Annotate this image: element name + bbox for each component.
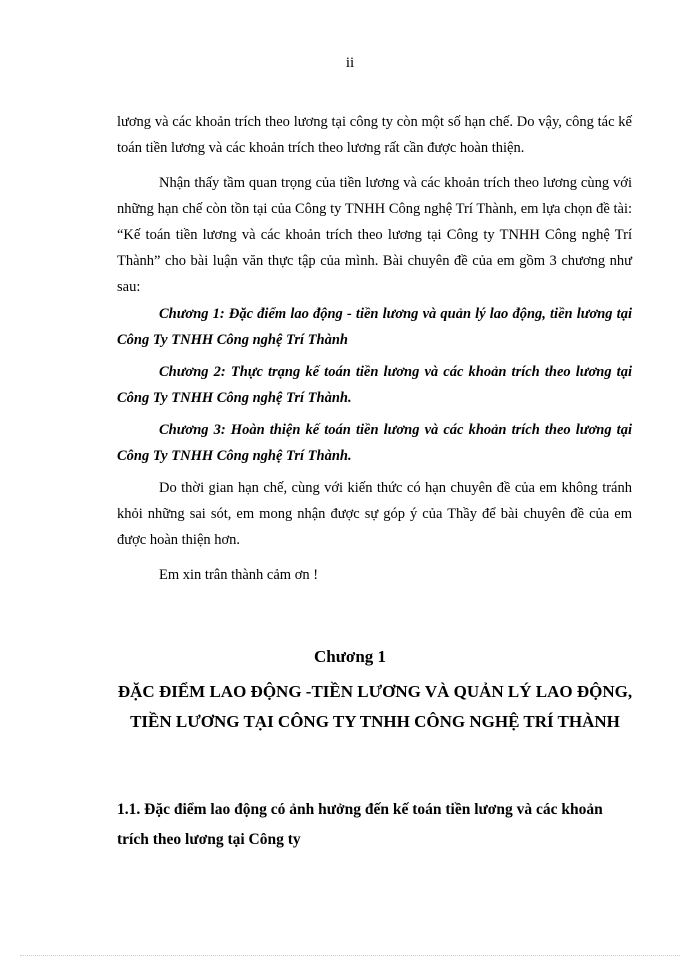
chapter-item-2: Chương 2: Thực trạng kế toán tiền lương và các khoản trích theo lương tại Công Ty TNHH Công nghệ Trí Thành. — [117, 364, 632, 406]
chapter-title: ĐẶC ĐIỂM LAO ĐỘNG -TIỀN LƯƠNG VÀ QUẢN LÝ LAO ĐỘNG, TIỀN LƯƠNG TẠI CÔNG TY TNHH CÔNG NGHỆ TRÍ THÀNH — [117, 682, 633, 731]
paragraph-intro: lương và các khoản trích theo lương tại công ty còn một số hạn chế. Do vậy, công tác kế toán tiền lương và các khoản trích theo lương rất cần được hoàn thiện. — [117, 114, 632, 156]
chapter-item-3: Chương 3: Hoàn thiện kế toán tiền lương và các khoản trích theo lương tại Công Ty TNHH Công nghệ Trí Thành. — [117, 422, 632, 464]
paragraph-thanks: Em xin trân thành cảm ơn ! — [159, 567, 319, 583]
paragraph-topic: Nhận thấy tầm quan trọng của tiền lương và các khoản trích theo lương cùng với những hạn chế còn tồn tại của Công ty TNHH Công nghệ Trí Thành, em lựa chọn đề tài: “Kế toán tiền lương và các khoản trích theo lương tại Công ty TNHH Công nghệ Trí Thành” cho bài luận văn thực tập của mình. Bài chuyên đề của em gồm 3 chương như sau: — [117, 175, 632, 295]
chapter-item-1: Chương 1: Đặc điểm lao động - tiền lương và quản lý lao động, tiền lương tại Công Ty TNHH Công nghệ Trí Thành — [117, 306, 632, 348]
chapter-label: Chương 1 — [313, 647, 387, 666]
page-bottom-rule — [20, 955, 680, 956]
paragraph-closing: Do thời gian hạn chế, cùng với kiến thức có hạn chuyên đề của em không tránh khỏi những sai sót, em mong nhận được sự góp ý của Thầy để bài chuyên đề của em được hoàn thiện hơn. — [117, 480, 632, 548]
section-heading: 1.1. Đặc điểm lao động có ảnh hưởng đến kế toán tiền lương và các khoản trích theo lương tại Công ty — [117, 801, 603, 848]
page-number: ii — [345, 55, 355, 71]
